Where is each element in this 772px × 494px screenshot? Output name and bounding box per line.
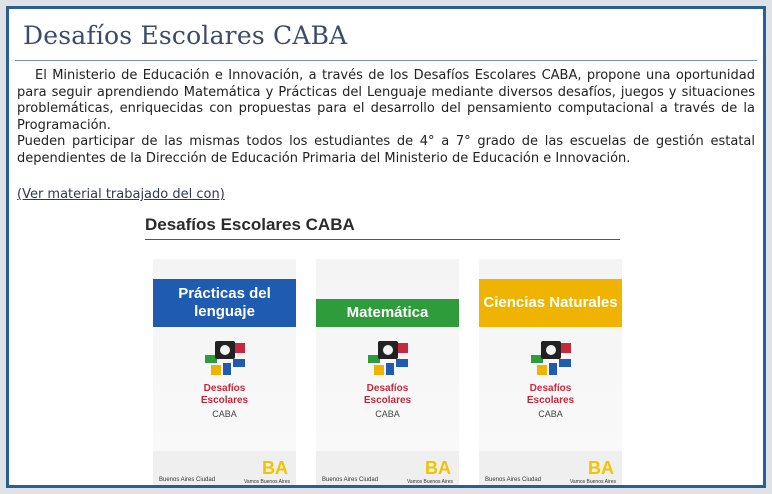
card-brand-title bbox=[316, 383, 459, 407]
desafios-logo-icon bbox=[203, 339, 247, 379]
image-heading-rule bbox=[145, 239, 620, 240]
card-footer bbox=[316, 451, 459, 488]
paragraph-intro: El Ministerio de Educación e Innovación, a través de los Desafíos Escolares CABA, propone una oportunidad para seguir aprendiendo Matemática y Prácticas del Lenguaje mediante diversos desafíos, juegos y situaciones problemáticas, enriquecidas con propuestas para el desarrollo del pensamiento computacional a través de la Programación. bbox=[17, 68, 755, 133]
brand-line-desafios: Desafíos bbox=[366, 383, 409, 394]
card-subject-band: Matemática bbox=[316, 299, 459, 327]
desafios-logo-icon bbox=[529, 339, 573, 379]
title-divider bbox=[15, 60, 757, 61]
brand-line-escolares: Escolares bbox=[363, 395, 412, 406]
ba-logo-icon: BA bbox=[262, 458, 288, 478]
ba-tagline: Vamos Buenos Aires bbox=[569, 479, 616, 485]
brand-line-caba: CABA bbox=[212, 409, 237, 419]
material-link[interactable]: (Ver material trabajado del con) bbox=[17, 187, 225, 202]
image-heading: Desafíos Escolares CABA bbox=[145, 215, 355, 234]
ba-logo-icon: BA bbox=[425, 458, 451, 478]
ba-logo-icon: BA bbox=[588, 458, 614, 478]
ba-tagline: Vamos Buenos Aires bbox=[243, 479, 290, 485]
desafios-logo-icon bbox=[366, 339, 410, 379]
city-label: Buenos Aires Ciudad bbox=[322, 477, 379, 483]
brand-line-escolares: Escolares bbox=[526, 395, 575, 406]
card-matematica bbox=[316, 259, 459, 488]
card-subject-band: Prácticas del lenguaje bbox=[153, 279, 296, 327]
card-brand-title bbox=[479, 383, 622, 407]
brand-line-caba: CABA bbox=[375, 409, 400, 419]
desafios-image bbox=[141, 209, 621, 488]
city-label: Buenos Aires Ciudad bbox=[485, 477, 542, 483]
brand-line-escolares: Escolares bbox=[200, 395, 249, 406]
brand-line-caba: CABA bbox=[538, 409, 563, 419]
card-practicas-lenguaje bbox=[153, 259, 296, 488]
paragraph-participants: Pueden participar de las mismas todos los estudiantes de 4° a 7° grado de las escuelas de gestión estatal dependientes de la Dirección de Educación Primaria del Ministerio de Educación e Innovación. bbox=[17, 134, 755, 166]
article-panel bbox=[6, 6, 766, 488]
card-subject-band: Ciencias Naturales bbox=[479, 279, 622, 327]
card-footer bbox=[479, 451, 622, 488]
card-brand-title bbox=[153, 383, 296, 407]
brand-line-desafios: Desafíos bbox=[529, 383, 572, 394]
city-label: Buenos Aires Ciudad bbox=[159, 477, 216, 483]
page-title: Desafíos Escolares CABA bbox=[23, 21, 348, 50]
card-footer bbox=[153, 451, 296, 488]
card-ciencias-naturales bbox=[479, 259, 622, 488]
brand-line-desafios: Desafíos bbox=[203, 383, 246, 394]
article-body bbox=[17, 68, 755, 168]
ba-tagline: Vamos Buenos Aires bbox=[406, 479, 453, 485]
